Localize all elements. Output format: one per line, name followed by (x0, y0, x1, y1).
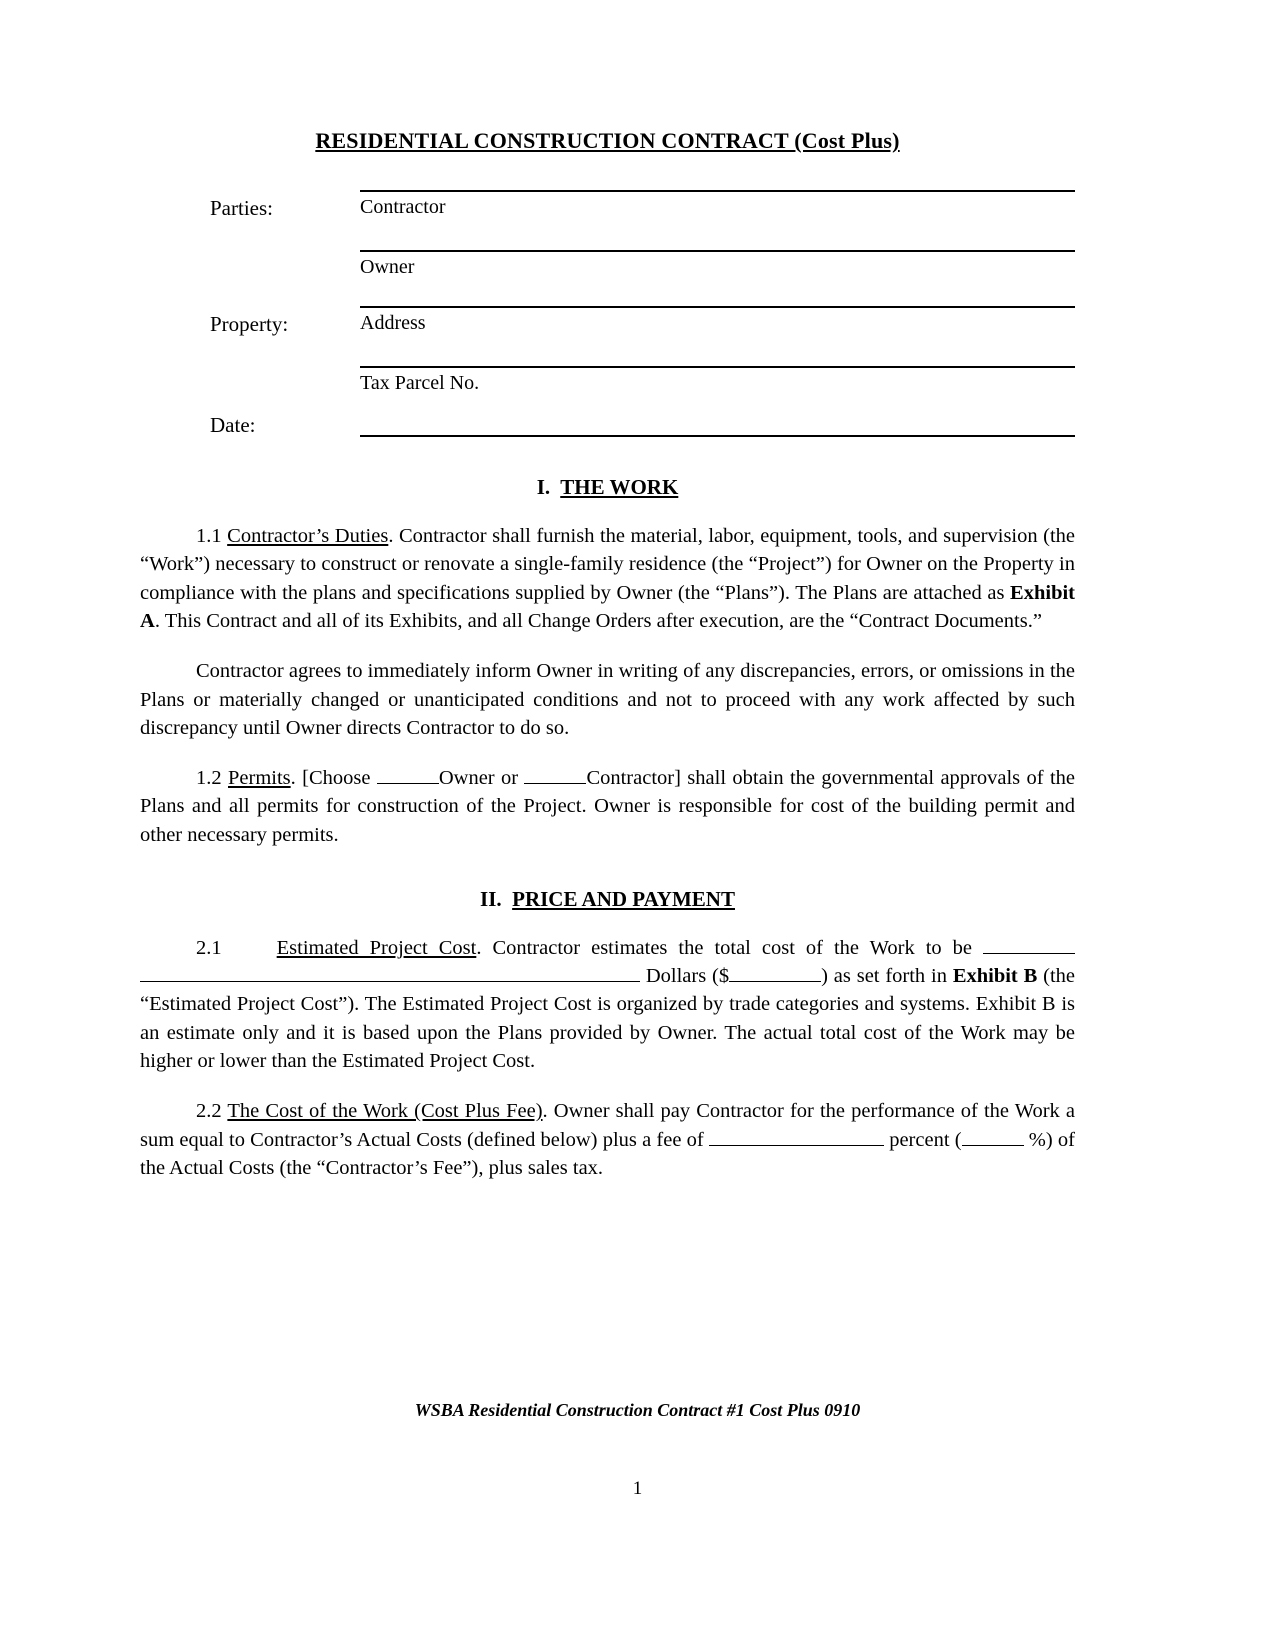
paragraph-2-1-heading: Estimated Project Cost (276, 936, 477, 959)
owner-input-wrap[interactable] (295, 250, 1075, 280)
paragraph-1-2-number: 1.2 (196, 767, 222, 790)
owner-field-row (140, 250, 1075, 280)
address-field-row (140, 306, 1075, 336)
section-heading-price (140, 887, 1075, 912)
page-title-main: RESIDENTIAL CONSTRUCTION CONTRACT (315, 128, 789, 153)
tax-parcel-field-row (140, 366, 1075, 396)
estimated-cost-words-blank-2[interactable] (140, 981, 640, 982)
paragraph-2-1-text-d: (the “Estimated Project Cost”). The Estimated Project Cost is organized by trade categories and systems. Exhibit B is an estimate only and it is based upon the Plans provided by Owner. The actual total cost of the Work may be higher or lower than the Estimated Project Cost. (140, 965, 1075, 1073)
property-label: Property: (210, 311, 289, 336)
date-input-wrap[interactable] (295, 435, 1075, 437)
paragraph-1-1-number: 1.1 (196, 525, 222, 548)
paragraph-discrepancies: Contractor agrees to immediately inform Owner in writing of any discrepancies, errors, or omissions in the Plans or materially changed or unanticipated conditions and not to proceed with any work affected by such discrepancy until Owner directs Contractor to do so. (140, 660, 1075, 739)
paragraph-2-2-text-b: percent ( (883, 1128, 962, 1151)
paragraph-1-1-heading: Contractor’s Duties (227, 525, 389, 548)
paragraph-2-2 (140, 1097, 1075, 1182)
paragraph-2-2-number: 2.2 (196, 1100, 222, 1123)
date-input-line[interactable] (360, 435, 1075, 437)
estimated-cost-words-blank-1[interactable] (983, 953, 1075, 954)
section-heading-work (140, 475, 1075, 500)
address-sublabel: Address (360, 312, 426, 334)
footer-note: WSBA Residential Construction Contract #1 Cost Plus 0910 (414, 1400, 861, 1420)
paragraph-2-1-text-a: . Contractor estimates the total cost of the Work to be (476, 936, 984, 959)
paragraph-1-2-text-a: . [Choose (290, 767, 377, 790)
paragraph-2-2-text-c: %) of the Actual Costs (the “Contractor’s Fee”), plus sales tax. (140, 1128, 1075, 1179)
date-field-row (140, 414, 1075, 437)
permits-owner-checkbox-blank[interactable] (377, 783, 439, 784)
contractor-sublabel: Contractor (360, 196, 446, 218)
paragraph-1-1-text-b: . This Contract and all of its Exhibits, and all Change Orders after execution, are the “Contract Documents.” (154, 609, 1042, 632)
tax-parcel-input-wrap[interactable] (295, 366, 1075, 396)
permits-contractor-checkbox-blank[interactable] (524, 783, 586, 784)
paragraph-1-2-heading: Permits (228, 767, 291, 790)
paragraph-2-1-text-b: Dollars ($ (640, 965, 730, 988)
fee-percent-words-blank[interactable] (709, 1145, 884, 1146)
date-label: Date: (210, 413, 256, 437)
paragraph-1-2 (140, 764, 1075, 849)
owner-sublabel: Owner (360, 256, 415, 278)
paragraph-1-1-text-a: . Contractor shall furnish the material, labor, equipment, tools, and supervision (the “Work”) necessary to construct or renovate a single-family residence (the “Project”) for Owner on the Property in compliance with the plans and specifications supplied by Owner (the “Plans”). The Plans are attached as (140, 525, 1076, 604)
paragraph-2-1-text-c: ) as set forth in (821, 965, 953, 988)
tax-parcel-input-line[interactable] (360, 366, 1075, 368)
contractor-field-row (140, 190, 1075, 220)
paragraph-1-1 (140, 522, 1075, 635)
paragraph-2-2-heading: The Cost of the Work (Cost Plus Fee) (227, 1100, 543, 1123)
contractor-input-wrap[interactable] (295, 190, 1075, 220)
paragraph-2-2-text-a: . Owner shall pay Contractor for the performance of the Work a sum equal to Contractor’s Actual Costs (defined below) plus a fee of (140, 1100, 1075, 1151)
parties-label: Parties: (210, 195, 273, 220)
paragraph-2-1 (140, 934, 1075, 1075)
estimated-cost-amount-blank[interactable] (729, 981, 821, 982)
exhibit-b-reference: Exhibit B (952, 965, 1038, 988)
paragraph-1-2-choice-contractor: Contractor] shall obtain the governmental approvals of the Plans and all permits for construction of the Project. Owner is responsible for cost of the building permit and other necessary permits. (140, 767, 1076, 846)
fee-percent-number-blank[interactable] (962, 1145, 1024, 1146)
section-title-work: THE WORK (560, 475, 679, 500)
address-input-line[interactable] (360, 306, 1075, 308)
page-title (140, 128, 1075, 154)
document-content (140, 128, 1075, 1204)
paragraph-2-1-number: 2.1 (196, 936, 222, 959)
parties-block (140, 190, 1075, 437)
paragraph-1-2-choice-owner: Owner or (438, 767, 525, 790)
section-number-work: I. (536, 475, 551, 500)
page-number: 1 (632, 1478, 643, 1499)
section-title-price: PRICE AND PAYMENT (512, 886, 735, 911)
tax-parcel-sublabel: Tax Parcel No. (360, 372, 480, 394)
contractor-input-line[interactable] (360, 190, 1075, 192)
section-number-price: II. (480, 886, 502, 911)
address-input-wrap[interactable] (295, 306, 1075, 336)
page-title-suffix: (Cost Plus) (788, 128, 900, 153)
exhibit-a-reference: Exhibit A (140, 581, 1075, 632)
owner-input-line[interactable] (360, 250, 1075, 252)
